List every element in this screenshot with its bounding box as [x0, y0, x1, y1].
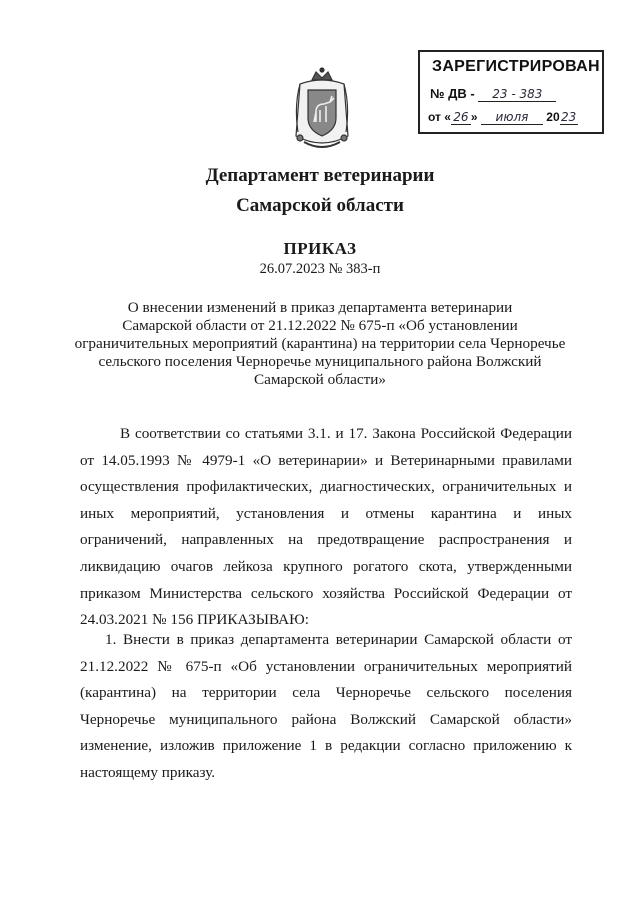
subject-line: Самарской области от 21.12.2022 № 675-п «Об установлении: [122, 317, 518, 334]
stamp-date-prefix: от «: [428, 110, 451, 124]
department-name-line1: Департамент ветеринарии: [205, 165, 435, 186]
order-title: ПРИКАЗ: [283, 239, 357, 258]
department-name-line2: Самарской области: [236, 195, 404, 216]
stamp-date-month: июля: [481, 110, 543, 125]
order-subject: [70, 299, 570, 389]
stamp-title: ЗАРЕГИСТРИРОВАН: [432, 58, 600, 75]
stamp-date-year-prefix: 20: [546, 110, 560, 124]
registration-stamp: [418, 50, 604, 134]
subject-line: О внесении изменений в приказ департамента ветеринарии: [127, 299, 513, 316]
subject-line: ограничительных мероприятий (карантина) на территории села Черноречье: [74, 335, 566, 352]
subject-line: сельского поселения Черноречье муниципального района Волжский: [98, 353, 542, 370]
stamp-number-line: [430, 86, 556, 102]
stamp-number-label: № ДВ -: [430, 86, 475, 101]
stamp-date-line: [428, 110, 578, 125]
stamp-number-value: 23 - 383: [478, 87, 556, 102]
body-paragraph-preamble: В соответствии со статьями 3.1. и 17. Закона Российской Федерации от 14.05.1993 № 4979-1 «О ветеринарии» и Ветеринарными правилами осуществления профилактических, диагностических, ограничительных и иных мероприятий, установления и отмены карантина и иных ограничений, направленных на предотвращение распространения и ликвидацию очагов лейкоза крупного рогатого скота, утвержденными приказом Министерства сельского хозяйства Российской Федерации от 24.03.2021 № 156 ПРИКАЗЫВАЮ:: [80, 425, 572, 629]
order-date-number: 26.07.2023 № 383-п: [259, 261, 381, 277]
stamp-date-mid: »: [470, 110, 478, 124]
coat-of-arms-emblem: [286, 66, 358, 152]
body-paragraph-item-1: 1. Внести в приказ департамента ветеринарии Самарской области от 21.12.2022 № 675-п «Об установлении ограничительных мероприятий (карантина) на территории села Черноречье сельского поселения Черноречье муниципального района Волжский Самарской области» изменение, изложив приложение 1 в редакции согласно приложению к настоящему приказу.: [80, 631, 572, 781]
stamp-date-year: 23: [561, 110, 577, 124]
subject-line: Самарской области»: [254, 371, 386, 388]
stamp-date-day: 26: [451, 110, 471, 125]
